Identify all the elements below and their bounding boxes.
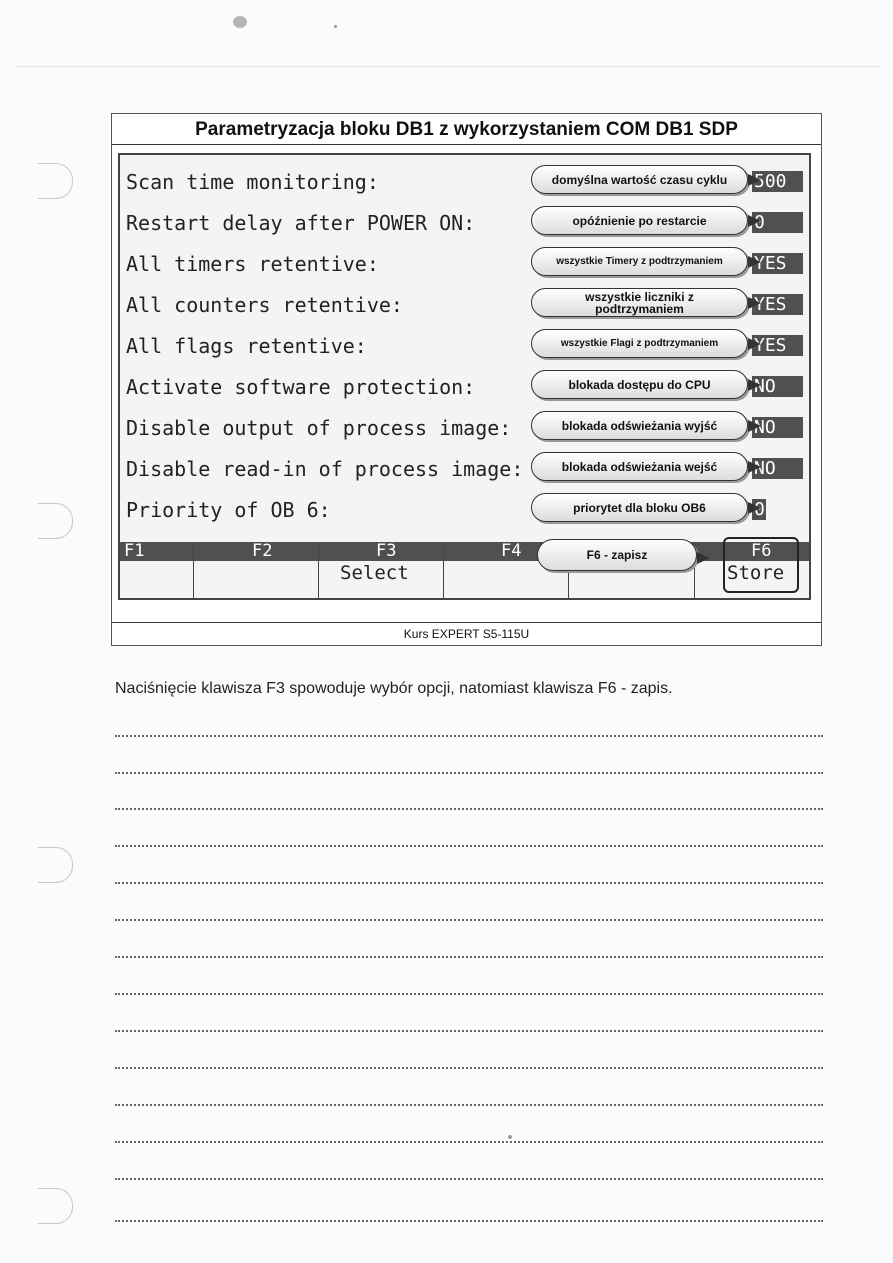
param-value-restart-delay[interactable]: 0 bbox=[752, 212, 803, 233]
scan-speck bbox=[334, 25, 337, 28]
binder-hole bbox=[38, 503, 73, 539]
callout-scan-time bbox=[531, 165, 748, 194]
callout-arrow-icon bbox=[748, 297, 761, 309]
callout-text: blokada odświeżania wejść bbox=[561, 459, 718, 474]
writing-line bbox=[115, 1220, 823, 1222]
fkey-f3-label[interactable]: Select bbox=[340, 562, 409, 584]
callout-arrow-icon bbox=[697, 552, 710, 564]
param-label-disable-output: Disable output of process image: bbox=[126, 416, 512, 440]
callout-text: blokada dostępu do CPU bbox=[568, 377, 711, 392]
writing-line bbox=[115, 735, 823, 737]
callout-timers bbox=[531, 247, 748, 276]
callout-arrow-icon bbox=[748, 379, 761, 391]
fkey-divider bbox=[318, 542, 319, 598]
param-label-flags: All flags retentive: bbox=[126, 334, 367, 358]
callout-text: priorytet dla bloku OB6 bbox=[573, 500, 706, 515]
param-value-disable-readin[interactable]: NO bbox=[752, 458, 803, 479]
fkey-divider bbox=[193, 542, 194, 598]
fkey-f2[interactable]: F2 bbox=[252, 541, 273, 561]
param-label-disable-readin: Disable read-in of process image: bbox=[126, 457, 524, 481]
binder-hole bbox=[38, 847, 73, 883]
callout-disable-readin bbox=[531, 452, 748, 481]
callout-software-protection bbox=[531, 370, 748, 399]
callout-arrow-icon bbox=[748, 420, 761, 432]
fkey-f1[interactable]: F1 bbox=[124, 541, 145, 561]
param-label-restart-delay: Restart delay after POWER ON: bbox=[126, 211, 476, 235]
writing-line bbox=[115, 919, 823, 921]
writing-line bbox=[115, 993, 823, 995]
callout-restart-delay bbox=[531, 206, 748, 235]
param-label-timers: All timers retentive: bbox=[126, 252, 379, 276]
callout-arrow-icon bbox=[748, 502, 761, 514]
param-value-scan-time[interactable]: 500 bbox=[752, 171, 803, 192]
writing-line bbox=[115, 956, 823, 958]
callout-text: opóźnienie po restarcie bbox=[572, 213, 707, 228]
callout-arrow-icon bbox=[748, 461, 761, 473]
figure-caption: Kurs EXPERT S5-115U bbox=[112, 622, 821, 645]
writing-line bbox=[115, 1030, 823, 1032]
callout-arrow-icon bbox=[748, 256, 761, 268]
callout-text: wszystkie liczniki z podtrzymaniem bbox=[585, 289, 694, 316]
callout-arrow-icon bbox=[748, 215, 761, 227]
param-value-software-protection[interactable]: NO bbox=[752, 376, 803, 397]
binder-hole bbox=[38, 163, 73, 199]
callout-text: F6 - zapisz bbox=[586, 548, 648, 562]
callout-disable-output bbox=[531, 411, 748, 440]
callout-arrow-icon bbox=[748, 338, 761, 350]
callout-text: wszystkie Flagi z podtrzymaniem bbox=[560, 337, 719, 349]
fkey-f6[interactable]: F6 bbox=[751, 541, 772, 561]
param-value-counters[interactable]: YES bbox=[752, 294, 803, 315]
param-label-scan-time: Scan time monitoring: bbox=[126, 170, 379, 194]
writing-line bbox=[115, 1067, 823, 1069]
top-rule bbox=[14, 66, 882, 67]
callout-counters bbox=[531, 288, 748, 317]
callout-text: domyślna wartość czasu cyklu bbox=[551, 172, 728, 187]
callout-f6 bbox=[537, 539, 697, 571]
fkey-f4[interactable]: F4 bbox=[501, 541, 522, 561]
writing-line bbox=[115, 845, 823, 847]
param-value-disable-output[interactable]: NO bbox=[752, 417, 803, 438]
param-value-flags[interactable]: YES bbox=[752, 335, 803, 356]
writing-line bbox=[115, 772, 823, 774]
fkey-f6-label[interactable]: Store bbox=[727, 562, 785, 584]
writing-line bbox=[115, 1104, 823, 1106]
figure-title: Parametryzacja bloku DB1 z wykorzystaniem COM DB1 SDP bbox=[112, 114, 821, 145]
param-value-priority-ob6[interactable]: 0 bbox=[754, 499, 765, 520]
store-highlight-box bbox=[723, 537, 799, 593]
param-label-counters: All counters retentive: bbox=[126, 293, 403, 317]
plc-screen bbox=[118, 153, 811, 600]
fkey-f3[interactable]: F3 bbox=[376, 541, 397, 561]
param-label-software-protection: Activate software protection: bbox=[126, 375, 476, 399]
description-text: Naciśnięcie klawisza F3 spowoduje wybór opcji, natomiast klawisza F6 - zapis. bbox=[115, 680, 673, 697]
callout-flags bbox=[531, 329, 748, 358]
param-value-timers[interactable]: YES bbox=[752, 253, 803, 274]
figure bbox=[111, 113, 822, 646]
writing-line bbox=[115, 1178, 823, 1180]
callout-text: wszystkie Timery z podtrzymaniem bbox=[556, 255, 723, 267]
scan-speck bbox=[508, 1135, 512, 1139]
scan-speck bbox=[233, 16, 247, 28]
callout-arrow-icon bbox=[748, 174, 761, 186]
writing-line bbox=[115, 882, 823, 884]
fkey-divider bbox=[443, 542, 444, 598]
writing-line bbox=[115, 1141, 823, 1143]
callout-text: blokada odświeżania wyjść bbox=[561, 418, 718, 433]
param-label-priority-ob6: Priority of OB 6: bbox=[126, 498, 331, 522]
writing-line bbox=[115, 808, 823, 810]
binder-hole bbox=[38, 1188, 73, 1224]
callout-priority-ob6 bbox=[531, 493, 748, 522]
